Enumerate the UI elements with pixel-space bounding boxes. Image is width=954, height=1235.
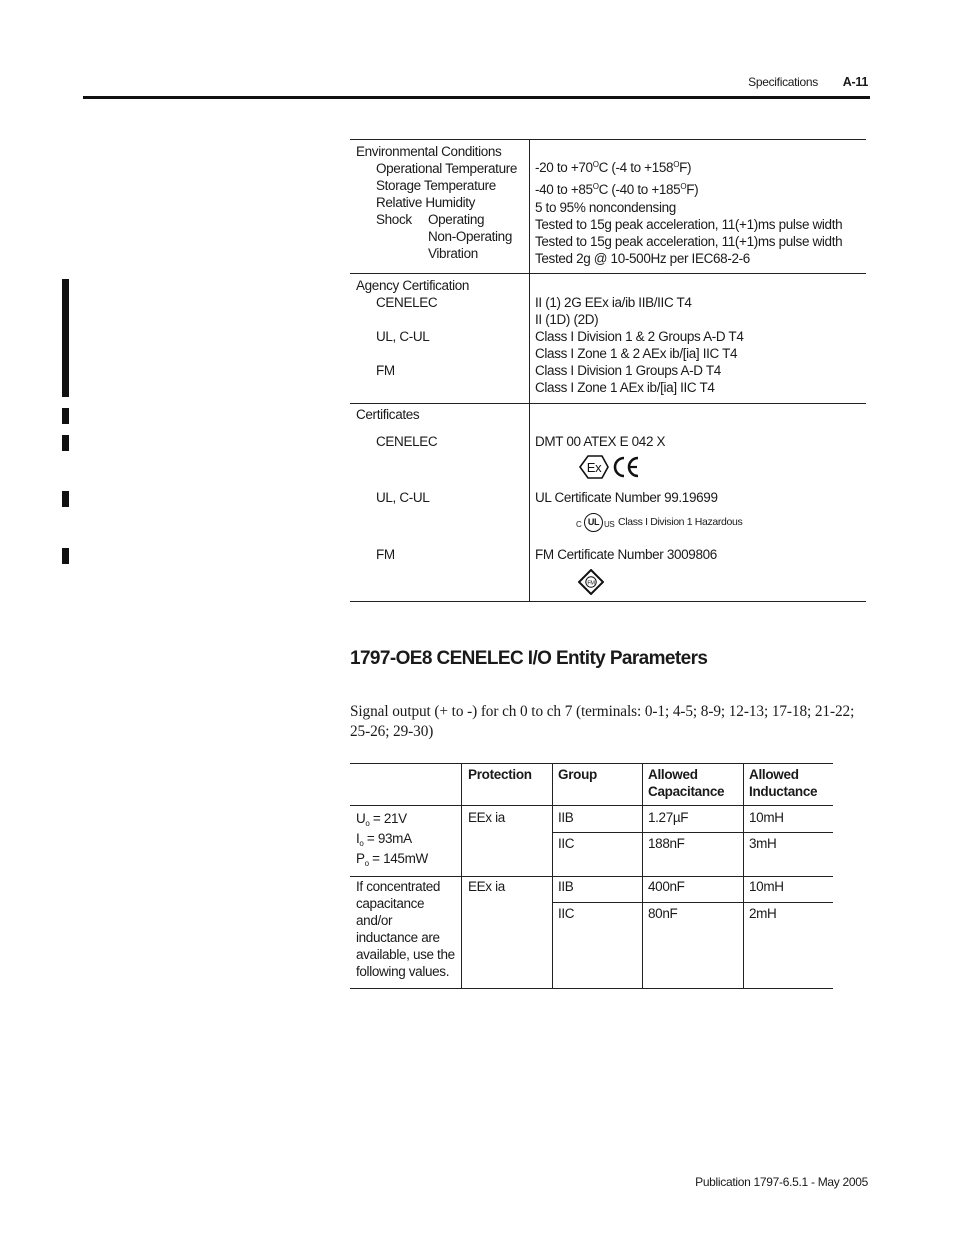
table-rule bbox=[350, 805, 833, 806]
culus-c: C bbox=[576, 520, 582, 529]
table-rule bbox=[552, 902, 833, 903]
atex-ex-icon bbox=[580, 456, 608, 478]
environmental-heading: Environmental Conditions bbox=[356, 144, 502, 159]
header-rule bbox=[83, 96, 870, 99]
column-divider bbox=[529, 274, 530, 403]
fm-mark-text: FM bbox=[587, 580, 595, 587]
table-column-rule bbox=[642, 763, 643, 989]
operational-temperature-value: -20 to $+70^OC$ (-4 to $+158^OF$) bbox=[535, 160, 692, 175]
certificates-cenelec-label: CENELEC bbox=[376, 434, 438, 449]
io-param: $I_o = 93mA$ bbox=[356, 831, 412, 848]
svg-text:Ex: Ex bbox=[586, 460, 602, 475]
entity-parameters-table bbox=[350, 763, 833, 989]
row1-inductance-iic: 3mH bbox=[749, 836, 777, 851]
shock-non-operating-label: Non-Operating bbox=[428, 229, 512, 244]
agency-value-line: Class I Division 1 & 2 Groups A-D T4 bbox=[535, 329, 744, 344]
certificates-heading: Certificates bbox=[356, 407, 420, 422]
row1-group-iic: IIC bbox=[558, 836, 575, 851]
certificates-fm-label: FM bbox=[376, 547, 395, 562]
uo-param: $U_o = 21V$ bbox=[356, 811, 407, 828]
agency-fm-label: FM bbox=[376, 363, 395, 378]
row1-protection: EEx ia bbox=[468, 810, 505, 825]
po-param: $P_o = 145mW$ bbox=[356, 851, 428, 868]
page-number: A-11 bbox=[842, 75, 868, 89]
table-rule bbox=[350, 763, 833, 764]
table-column-rule bbox=[743, 763, 744, 989]
culus-mark bbox=[576, 512, 746, 534]
agency-cenelec-label: CENELEC bbox=[376, 295, 438, 310]
storage-temperature-label: Storage Temperature bbox=[376, 178, 496, 193]
header-capacitance: Allowed Capacitance bbox=[648, 767, 725, 799]
cenelec-certificate-value: DMT 00 ATEX E 042 X bbox=[535, 434, 666, 449]
shock-operating-value: Tested to 15g peak acceleration, 11(+1)ms pulse width bbox=[535, 217, 843, 232]
agency-certification-row bbox=[350, 274, 866, 404]
row1-capacitance-iic: 188nF bbox=[648, 836, 685, 851]
row2-inductance-iib: 10mH bbox=[749, 879, 784, 894]
environmental-conditions-row bbox=[350, 140, 866, 274]
running-header-section: Specifications bbox=[748, 75, 818, 89]
shock-non-operating-value: Tested to 15g peak acceleration, 11(+1)ms pulse width bbox=[535, 234, 843, 249]
row2-capacitance-iic: 80nF bbox=[648, 906, 678, 921]
table-column-rule bbox=[552, 763, 553, 989]
table-rule bbox=[350, 876, 833, 877]
row2-note: If concentrated capacitance and/or inductance are available, use the following values. bbox=[356, 879, 455, 979]
table-rule bbox=[552, 832, 833, 833]
intro-paragraph: Signal output (+ to -) for ch 0 to ch 7 (terminals: 0-1; 4-5; 8-9; 12-13; 17-18; 21-22; 25-26; 29-30) bbox=[350, 703, 855, 740]
agency-value-line: II (1) 2G EEx ia/ib IIB/IIC T4 bbox=[535, 295, 692, 310]
relative-humidity-label: Relative Humidity bbox=[376, 195, 476, 210]
table-rule bbox=[350, 988, 833, 989]
section-heading: 1797-OE8 CENELEC I/O Entity Parameters bbox=[350, 648, 708, 669]
change-bar bbox=[62, 435, 69, 451]
row1-inductance-iib: 10mH bbox=[749, 810, 784, 825]
change-bar bbox=[62, 491, 69, 507]
culus-us: US bbox=[604, 520, 615, 529]
agency-ul-label: UL, C-UL bbox=[376, 329, 430, 344]
agency-value-line: Class I Zone 1 & 2 AEx ib/[ia] IIC T4 bbox=[535, 346, 738, 361]
agency-value-line: Class I Zone 1 AEx ib/[ia] IIC T4 bbox=[535, 380, 715, 395]
culus-caption: Class I Division 1 Hazardous bbox=[618, 516, 743, 528]
row2-group-iic: IIC bbox=[558, 906, 575, 921]
row1-capacitance-iib: 1.27µF bbox=[648, 810, 689, 825]
row2-group-iib: IIB bbox=[558, 879, 574, 894]
relative-humidity-value: 5 to 95% noncondensing bbox=[535, 200, 676, 215]
row1-parameters bbox=[356, 809, 428, 869]
specifications-table bbox=[350, 139, 866, 602]
publication-footer: Publication 1797-6.5.1 - May 2005 bbox=[695, 1175, 868, 1189]
column-divider bbox=[529, 404, 530, 601]
agency-value-line: Class I Division 1 Groups A-D T4 bbox=[535, 363, 721, 378]
table-column-rule bbox=[461, 763, 462, 989]
agency-heading: Agency Certification bbox=[356, 278, 470, 293]
column-divider bbox=[529, 140, 530, 273]
fm-certificate-value: FM Certificate Number 3009806 bbox=[535, 547, 717, 562]
change-bar bbox=[62, 279, 69, 397]
ce-mark-icon bbox=[615, 458, 638, 476]
row2-capacitance-iib: 400nF bbox=[648, 879, 685, 894]
agency-value-line: II (1D) (2D) bbox=[535, 312, 599, 327]
header-inductance: Allowed Inductance bbox=[749, 767, 818, 799]
operational-temperature-label: Operational Temperature bbox=[376, 161, 518, 176]
row2-protection: EEx ia bbox=[468, 879, 505, 894]
header-protection: Protection bbox=[468, 767, 532, 782]
vibration-label: Vibration bbox=[428, 246, 478, 261]
certificates-ul-label: UL, C-UL bbox=[376, 490, 430, 505]
header-group: Group bbox=[558, 767, 597, 782]
shock-label: Shock bbox=[376, 212, 412, 227]
fm-approved-icon bbox=[578, 569, 604, 595]
certificates-row bbox=[350, 404, 866, 602]
storage-temperature-value: -40 to $+85^OC$ (-40 to $+185^OF$) bbox=[535, 182, 699, 197]
shock-operating-label: Operating bbox=[428, 212, 485, 227]
ul-logo-icon: UL bbox=[584, 513, 603, 532]
row2-inductance-iic: 2mH bbox=[749, 906, 777, 921]
ul-certificate-value: UL Certificate Number 99.19699 bbox=[535, 490, 718, 505]
change-bar bbox=[62, 408, 69, 424]
row1-group-iib: IIB bbox=[558, 810, 574, 825]
vibration-value: Tested 2g @ 10-500Hz per IEC68-2-6 bbox=[535, 251, 750, 266]
change-bar bbox=[62, 548, 69, 564]
atex-ce-marks bbox=[578, 454, 642, 480]
